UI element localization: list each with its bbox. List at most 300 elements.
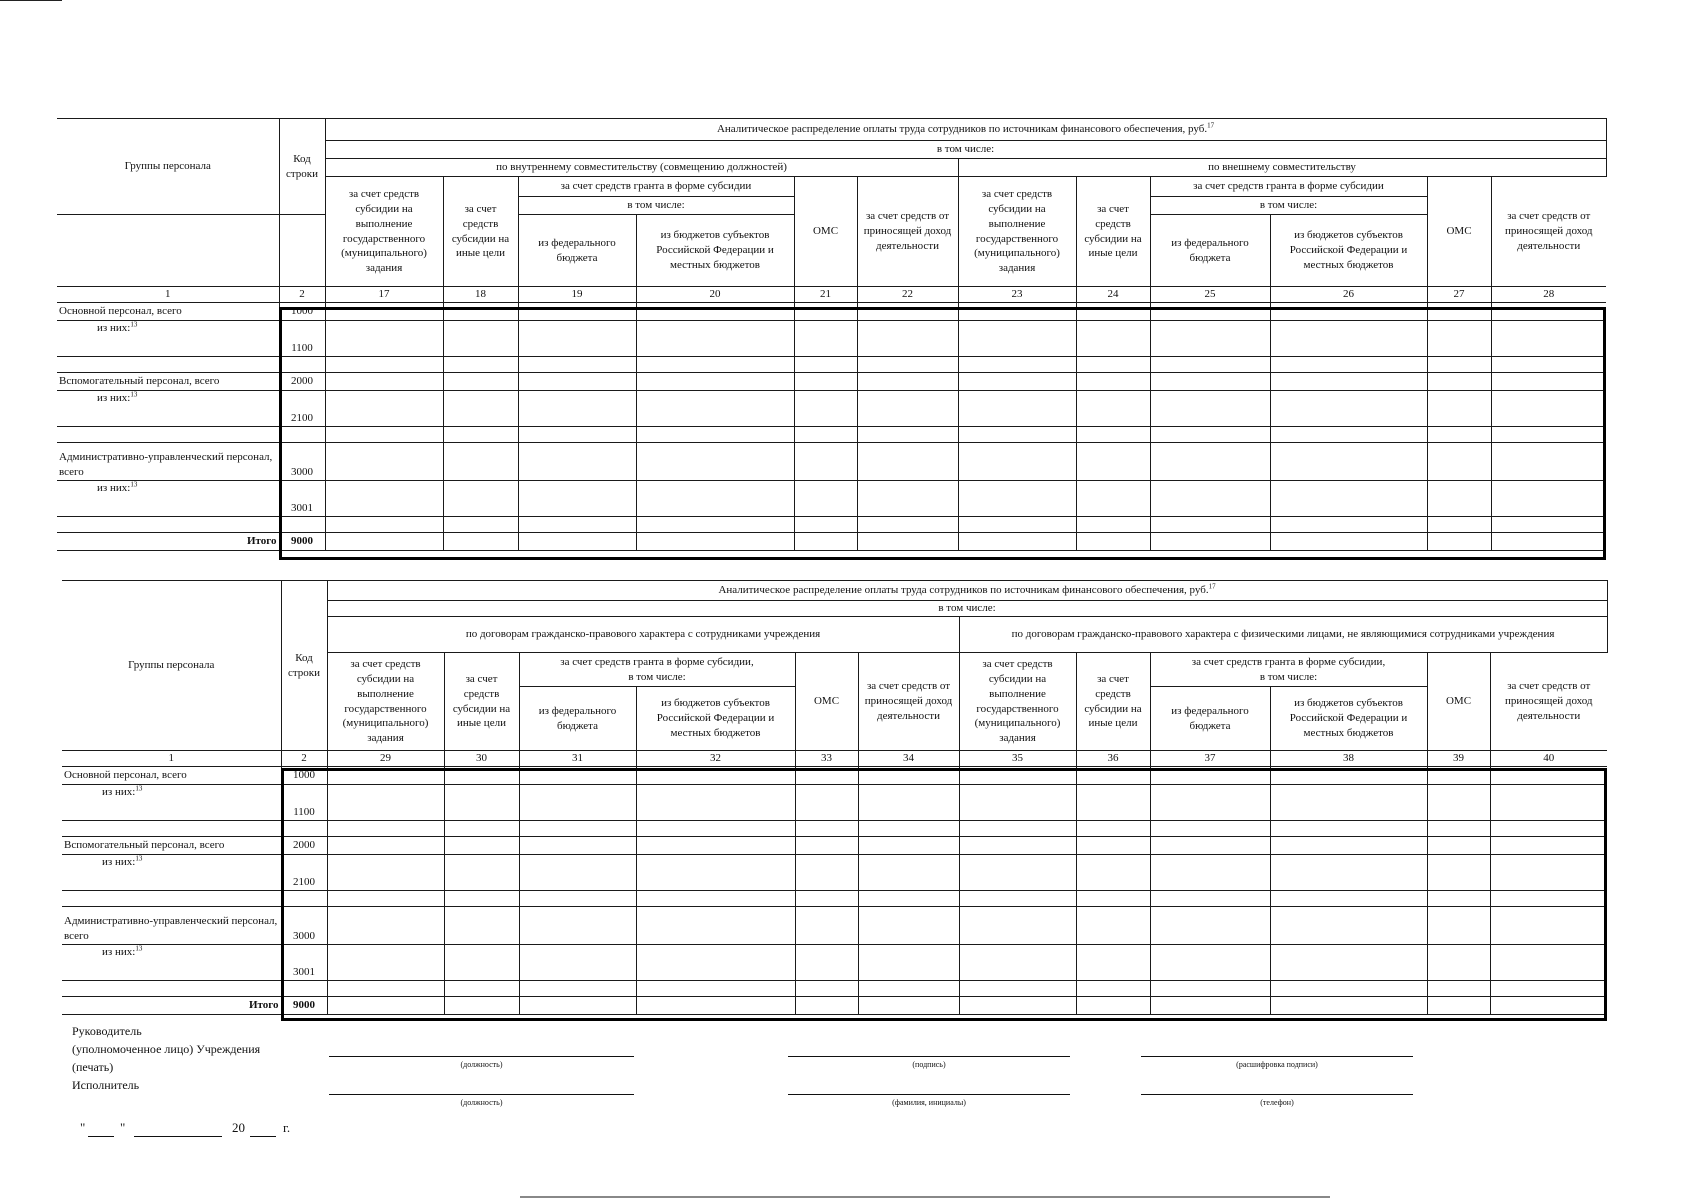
data-cell[interactable] — [1427, 785, 1490, 821]
data-cell[interactable] — [325, 481, 443, 517]
data-cell[interactable] — [1490, 855, 1607, 891]
data-cell[interactable] — [327, 945, 444, 981]
data-cell[interactable] — [1427, 533, 1491, 551]
data-cell[interactable] — [1427, 517, 1491, 533]
header-subsidy-other: за счет средств субсидии на иные цели — [1076, 653, 1150, 751]
data-cell[interactable] — [443, 517, 518, 533]
row-label: Основной персонал, всего — [62, 767, 281, 785]
group-gph-individuals: по договорам гражданско-правового характера с физическими лицами, не являющимися сотрудниками учреждения — [959, 617, 1607, 653]
data-cell[interactable] — [1076, 443, 1150, 481]
data-cell[interactable] — [795, 767, 858, 785]
data-cell[interactable] — [1076, 837, 1150, 855]
row-aux-of-them — [62, 855, 1607, 891]
executor-label: Исполнитель — [72, 1078, 140, 1092]
data-cell[interactable] — [794, 303, 857, 321]
col-number: 17 — [325, 287, 443, 303]
group-external: по внешнему совместительству — [958, 159, 1606, 177]
row-main-total — [62, 767, 1607, 785]
data-cell[interactable] — [1076, 767, 1150, 785]
data-cell[interactable] — [636, 303, 794, 321]
data-cell[interactable] — [958, 517, 1076, 533]
data-cell[interactable] — [636, 517, 794, 533]
data-cell[interactable] — [857, 517, 958, 533]
data-cell[interactable] — [325, 533, 443, 551]
data-cell[interactable] — [519, 891, 636, 907]
data-cell[interactable] — [1270, 767, 1427, 785]
data-cell[interactable] — [1076, 373, 1150, 391]
data-cell[interactable] — [325, 303, 443, 321]
header-regional: из бюджетов субъектов Российской Федерации и местных бюджетов — [636, 687, 795, 751]
row-admin-total — [57, 443, 1606, 481]
data-cell[interactable] — [327, 785, 444, 821]
data-cell[interactable] — [1490, 945, 1607, 981]
data-cell[interactable] — [1076, 785, 1150, 821]
data-cell[interactable] — [636, 891, 795, 907]
data-cell[interactable] — [857, 373, 958, 391]
data-cell[interactable] — [519, 821, 636, 837]
data-cell[interactable] — [518, 391, 636, 427]
data-cell[interactable] — [1150, 427, 1270, 443]
data-cell[interactable] — [443, 373, 518, 391]
data-cell[interactable] — [1076, 517, 1150, 533]
data-cell[interactable] — [1427, 837, 1490, 855]
data-cell[interactable] — [1427, 391, 1491, 427]
col-number: 1 — [57, 287, 279, 303]
data-cell[interactable] — [1270, 907, 1427, 945]
data-cell[interactable] — [794, 321, 857, 357]
data-cell[interactable] — [1150, 785, 1270, 821]
data-cell[interactable] — [1427, 945, 1490, 981]
data-cell[interactable] — [958, 373, 1076, 391]
data-cell[interactable] — [858, 821, 959, 837]
data-cell[interactable] — [1150, 981, 1270, 997]
data-cell[interactable] — [1270, 891, 1427, 907]
data-cell[interactable] — [795, 997, 858, 1015]
data-cell[interactable] — [1150, 855, 1270, 891]
data-cell[interactable] — [1270, 357, 1427, 373]
data-cell[interactable] — [636, 321, 794, 357]
data-cell[interactable] — [1150, 373, 1270, 391]
data-cell[interactable] — [857, 303, 958, 321]
data-cell[interactable] — [1427, 481, 1491, 517]
data-cell[interactable] — [325, 517, 443, 533]
data-cell[interactable] — [958, 481, 1076, 517]
data-cell[interactable] — [1270, 785, 1427, 821]
data-cell[interactable] — [794, 391, 857, 427]
row-blank — [57, 517, 1606, 533]
data-cell[interactable] — [794, 373, 857, 391]
data-cell[interactable] — [1270, 481, 1427, 517]
data-cell[interactable] — [1150, 767, 1270, 785]
data-cell[interactable] — [858, 945, 959, 981]
data-cell[interactable] — [1076, 303, 1150, 321]
data-cell[interactable] — [857, 357, 958, 373]
data-cell[interactable] — [1427, 321, 1491, 357]
data-cell[interactable] — [1076, 821, 1150, 837]
data-cell[interactable] — [795, 785, 858, 821]
data-cell[interactable] — [327, 981, 444, 997]
data-cell[interactable] — [325, 391, 443, 427]
data-cell[interactable] — [1427, 997, 1490, 1015]
row-label: Административно-управленческий персонал, всего — [62, 907, 281, 945]
data-cell[interactable] — [1270, 533, 1427, 551]
data-cell[interactable] — [858, 837, 959, 855]
data-cell[interactable] — [1490, 785, 1607, 821]
data-cell[interactable] — [1270, 427, 1427, 443]
data-cell[interactable] — [794, 481, 857, 517]
data-cell[interactable] — [858, 767, 959, 785]
header-subsidy-other: за счет средств субсидии на иные цели — [444, 653, 519, 751]
data-cell[interactable] — [1427, 767, 1490, 785]
data-cell[interactable] — [1150, 443, 1270, 481]
data-cell[interactable] — [1150, 533, 1270, 551]
data-cell[interactable] — [636, 907, 795, 945]
data-cell[interactable] — [1427, 303, 1491, 321]
data-cell[interactable] — [519, 981, 636, 997]
data-cell[interactable] — [636, 855, 795, 891]
header-grant: за счет средств гранта в форме субсидии — [518, 177, 794, 197]
data-cell[interactable] — [636, 767, 795, 785]
stamp-label: (печать) — [72, 1060, 114, 1074]
data-cell[interactable] — [1076, 891, 1150, 907]
row-label: из них:$^{13}$ — [57, 481, 279, 517]
row-total — [57, 533, 1606, 551]
row-label — [62, 821, 281, 837]
data-cell[interactable] — [636, 785, 795, 821]
data-cell[interactable] — [959, 907, 1076, 945]
data-cell[interactable] — [1270, 373, 1427, 391]
data-cell[interactable] — [1427, 855, 1490, 891]
phone-caption: (телефон) — [1260, 1098, 1294, 1107]
executor-position-line[interactable] — [329, 1094, 634, 1095]
header-subsidy-task: за счет средств субсидии на выполнение государственного (муниципального) задания — [958, 177, 1076, 287]
data-cell[interactable] — [1076, 391, 1150, 427]
row-code: 9000 — [281, 997, 327, 1015]
data-cell[interactable] — [1150, 303, 1270, 321]
data-cell[interactable] — [857, 443, 958, 481]
data-cell[interactable] — [959, 891, 1076, 907]
data-cell[interactable] — [1427, 821, 1490, 837]
data-cell[interactable] — [1427, 373, 1491, 391]
data-cell[interactable] — [1427, 443, 1491, 481]
data-cell[interactable] — [519, 837, 636, 855]
col-number: 20 — [636, 287, 794, 303]
data-cell[interactable] — [858, 785, 959, 821]
data-cell[interactable] — [519, 997, 636, 1015]
data-cell[interactable] — [1427, 907, 1490, 945]
data-cell[interactable] — [636, 821, 795, 837]
row-blank — [62, 891, 1607, 907]
data-cell[interactable] — [1150, 391, 1270, 427]
data-cell[interactable] — [959, 767, 1076, 785]
data-cell[interactable] — [959, 785, 1076, 821]
data-cell[interactable] — [519, 907, 636, 945]
row-code — [279, 427, 325, 443]
data-cell[interactable] — [518, 303, 636, 321]
data-cell[interactable] — [444, 837, 519, 855]
data-cell[interactable] — [444, 981, 519, 997]
data-cell[interactable] — [857, 391, 958, 427]
data-cell[interactable] — [636, 373, 794, 391]
data-cell[interactable] — [795, 981, 858, 997]
row-admin-total — [62, 907, 1607, 945]
row-label: из них:$^{13}$ — [62, 945, 281, 981]
data-cell[interactable] — [795, 907, 858, 945]
data-cell[interactable] — [1490, 821, 1607, 837]
data-cell[interactable] — [1150, 517, 1270, 533]
data-cell[interactable] — [1490, 891, 1607, 907]
data-cell[interactable] — [1150, 997, 1270, 1015]
data-cell[interactable] — [325, 373, 443, 391]
section-title: Аналитическое распределение оплаты труда сотрудников по источникам финансового обеспечения, руб.$^{17}$ — [327, 581, 1607, 601]
name-line[interactable] — [788, 1094, 1070, 1095]
data-cell[interactable] — [794, 533, 857, 551]
row-code: 3001 — [279, 481, 325, 517]
data-cell[interactable] — [857, 481, 958, 517]
data-cell[interactable] — [1076, 945, 1150, 981]
data-cell[interactable] — [1270, 855, 1427, 891]
data-cell[interactable] — [1076, 427, 1150, 443]
data-cell[interactable] — [1076, 481, 1150, 517]
data-cell[interactable] — [636, 357, 794, 373]
data-cell[interactable] — [1270, 517, 1427, 533]
signature-line[interactable] — [788, 1056, 1070, 1057]
data-cell[interactable] — [443, 321, 518, 357]
date-row: " " 20 г. — [80, 1120, 291, 1135]
decoding-line[interactable] — [1141, 1056, 1413, 1057]
data-cell[interactable] — [794, 427, 857, 443]
data-cell[interactable] — [795, 945, 858, 981]
page-edge-mark — [0, 0, 62, 1]
row-main-total — [57, 303, 1606, 321]
header-groups: Группы персонала — [62, 581, 281, 751]
row-blank — [57, 357, 1606, 373]
data-cell[interactable] — [519, 855, 636, 891]
data-cell[interactable] — [1076, 855, 1150, 891]
data-cell[interactable] — [518, 373, 636, 391]
data-cell[interactable] — [1491, 443, 1606, 481]
header-code: Код строки — [281, 581, 327, 751]
data-cell[interactable] — [1076, 997, 1150, 1015]
data-cell[interactable] — [443, 533, 518, 551]
data-cell[interactable] — [327, 907, 444, 945]
data-cell[interactable] — [518, 427, 636, 443]
data-cell[interactable] — [858, 855, 959, 891]
data-cell[interactable] — [518, 481, 636, 517]
data-cell[interactable] — [1427, 427, 1491, 443]
data-cell[interactable] — [1490, 837, 1607, 855]
date-day-line[interactable] — [88, 1136, 114, 1137]
data-cell[interactable] — [636, 427, 794, 443]
data-cell[interactable] — [444, 855, 519, 891]
data-cell[interactable] — [958, 427, 1076, 443]
data-cell[interactable] — [444, 907, 519, 945]
data-cell[interactable] — [327, 855, 444, 891]
data-cell[interactable] — [518, 357, 636, 373]
data-cell[interactable] — [794, 443, 857, 481]
data-cell[interactable] — [1491, 303, 1606, 321]
data-cell[interactable] — [794, 357, 857, 373]
data-cell[interactable] — [795, 821, 858, 837]
data-cell[interactable] — [1270, 821, 1427, 837]
data-cell[interactable] — [443, 357, 518, 373]
data-cell[interactable] — [1270, 443, 1427, 481]
data-cell[interactable] — [858, 907, 959, 945]
data-cell[interactable] — [958, 357, 1076, 373]
data-cell[interactable] — [636, 481, 794, 517]
data-cell[interactable] — [444, 767, 519, 785]
data-cell[interactable] — [325, 357, 443, 373]
data-cell[interactable] — [959, 855, 1076, 891]
data-cell[interactable] — [327, 837, 444, 855]
data-cell[interactable] — [959, 945, 1076, 981]
data-cell[interactable] — [1490, 767, 1607, 785]
col-number: 23 — [958, 287, 1076, 303]
data-cell[interactable] — [1491, 427, 1606, 443]
row-blank — [62, 981, 1607, 997]
header-grant: за счет средств гранта в форме субсидии, в том числе: — [1150, 653, 1427, 687]
header-subsidy-other: за счет средств субсидии на иные цели — [1076, 177, 1150, 287]
header-subsidy-task: за счет средств субсидии на выполнение государственного (муниципального) задания — [959, 653, 1076, 751]
data-cell[interactable] — [327, 997, 444, 1015]
data-cell[interactable] — [1270, 981, 1427, 997]
data-cell[interactable] — [636, 443, 794, 481]
data-cell[interactable] — [1150, 945, 1270, 981]
data-cell[interactable] — [518, 321, 636, 357]
data-cell[interactable] — [444, 785, 519, 821]
data-cell[interactable] — [325, 443, 443, 481]
position-line[interactable] — [329, 1056, 634, 1057]
data-cell[interactable] — [1491, 357, 1606, 373]
data-cell[interactable] — [1150, 907, 1270, 945]
data-cell[interactable] — [795, 837, 858, 855]
data-cell[interactable] — [1076, 321, 1150, 357]
data-cell[interactable] — [1270, 321, 1427, 357]
data-cell[interactable] — [444, 945, 519, 981]
data-cell[interactable] — [518, 517, 636, 533]
phone-line[interactable] — [1141, 1094, 1413, 1095]
data-cell[interactable] — [959, 837, 1076, 855]
data-cell[interactable] — [857, 427, 958, 443]
data-cell[interactable] — [1490, 907, 1607, 945]
data-cell[interactable] — [1270, 945, 1427, 981]
data-cell[interactable] — [327, 767, 444, 785]
group-gph-employees: по договорам гражданско-правового характера с сотрудниками учреждения — [327, 617, 959, 653]
data-cell[interactable] — [443, 303, 518, 321]
position-caption: (должность) — [460, 1060, 503, 1069]
data-cell[interactable] — [327, 891, 444, 907]
data-cell[interactable] — [1491, 321, 1606, 357]
data-cell[interactable] — [519, 945, 636, 981]
data-cell[interactable] — [519, 785, 636, 821]
data-cell[interactable] — [858, 891, 959, 907]
data-cell[interactable] — [959, 997, 1076, 1015]
data-cell[interactable] — [327, 821, 444, 837]
data-cell[interactable] — [325, 427, 443, 443]
data-cell[interactable] — [636, 533, 794, 551]
data-cell[interactable] — [1491, 373, 1606, 391]
data-cell[interactable] — [636, 391, 794, 427]
data-cell[interactable] — [858, 997, 959, 1015]
data-cell[interactable] — [636, 945, 795, 981]
data-cell[interactable] — [1076, 907, 1150, 945]
data-cell[interactable] — [1270, 997, 1427, 1015]
data-cell[interactable] — [1150, 837, 1270, 855]
data-cell[interactable] — [795, 855, 858, 891]
data-cell[interactable] — [1150, 481, 1270, 517]
data-cell[interactable] — [857, 321, 958, 357]
data-cell[interactable] — [325, 321, 443, 357]
data-cell[interactable] — [958, 391, 1076, 427]
header-in-that-number: в том числе: — [1150, 197, 1427, 215]
data-cell[interactable] — [958, 303, 1076, 321]
data-cell[interactable] — [1270, 837, 1427, 855]
data-cell[interactable] — [1150, 321, 1270, 357]
data-cell[interactable] — [795, 891, 858, 907]
data-cell[interactable] — [1150, 891, 1270, 907]
data-cell[interactable] — [443, 481, 518, 517]
header-grant: за счет средств гранта в форме субсидии — [1150, 177, 1427, 197]
data-cell[interactable] — [1076, 533, 1150, 551]
data-cell[interactable] — [443, 443, 518, 481]
data-cell[interactable] — [958, 443, 1076, 481]
data-cell[interactable] — [1150, 821, 1270, 837]
data-cell[interactable] — [958, 533, 1076, 551]
data-cell[interactable] — [518, 533, 636, 551]
head-label: Руководитель — [72, 1024, 142, 1038]
data-cell[interactable] — [1150, 357, 1270, 373]
data-cell[interactable] — [636, 837, 795, 855]
data-cell[interactable] — [1427, 357, 1491, 373]
data-cell[interactable] — [1490, 997, 1607, 1015]
data-cell[interactable] — [636, 981, 795, 997]
data-cell[interactable] — [1491, 481, 1606, 517]
data-cell[interactable] — [1270, 391, 1427, 427]
data-cell[interactable] — [444, 891, 519, 907]
data-cell[interactable] — [1427, 891, 1490, 907]
header-regional: из бюджетов субъектов Российской Федерации и местных бюджетов — [1270, 215, 1427, 287]
header-income: за счет средств от приносящей доход деятельности — [1491, 177, 1606, 287]
data-cell[interactable] — [1491, 517, 1606, 533]
row-code — [281, 981, 327, 997]
data-cell[interactable] — [1491, 533, 1606, 551]
data-cell[interactable] — [443, 427, 518, 443]
data-cell[interactable] — [959, 821, 1076, 837]
data-cell[interactable] — [1491, 391, 1606, 427]
row-code — [279, 357, 325, 373]
date-month-line[interactable] — [134, 1136, 222, 1137]
data-cell[interactable] — [636, 997, 795, 1015]
data-cell[interactable] — [443, 391, 518, 427]
data-cell[interactable] — [857, 533, 958, 551]
data-cell[interactable] — [519, 767, 636, 785]
data-cell[interactable] — [444, 997, 519, 1015]
data-cell[interactable] — [1427, 981, 1490, 997]
data-cell[interactable] — [1076, 357, 1150, 373]
data-cell[interactable] — [959, 981, 1076, 997]
data-cell[interactable] — [518, 443, 636, 481]
data-cell[interactable] — [958, 321, 1076, 357]
header-subsidy-task: за счет средств субсидии на выполнение государственного (муниципального) задания — [325, 177, 443, 287]
data-cell[interactable] — [1490, 981, 1607, 997]
data-cell[interactable] — [1076, 981, 1150, 997]
data-cell[interactable] — [1270, 303, 1427, 321]
data-cell[interactable] — [444, 821, 519, 837]
data-cell[interactable] — [858, 981, 959, 997]
data-cell[interactable] — [794, 517, 857, 533]
date-year-line[interactable] — [250, 1136, 276, 1137]
row-code: 2100 — [279, 391, 325, 427]
